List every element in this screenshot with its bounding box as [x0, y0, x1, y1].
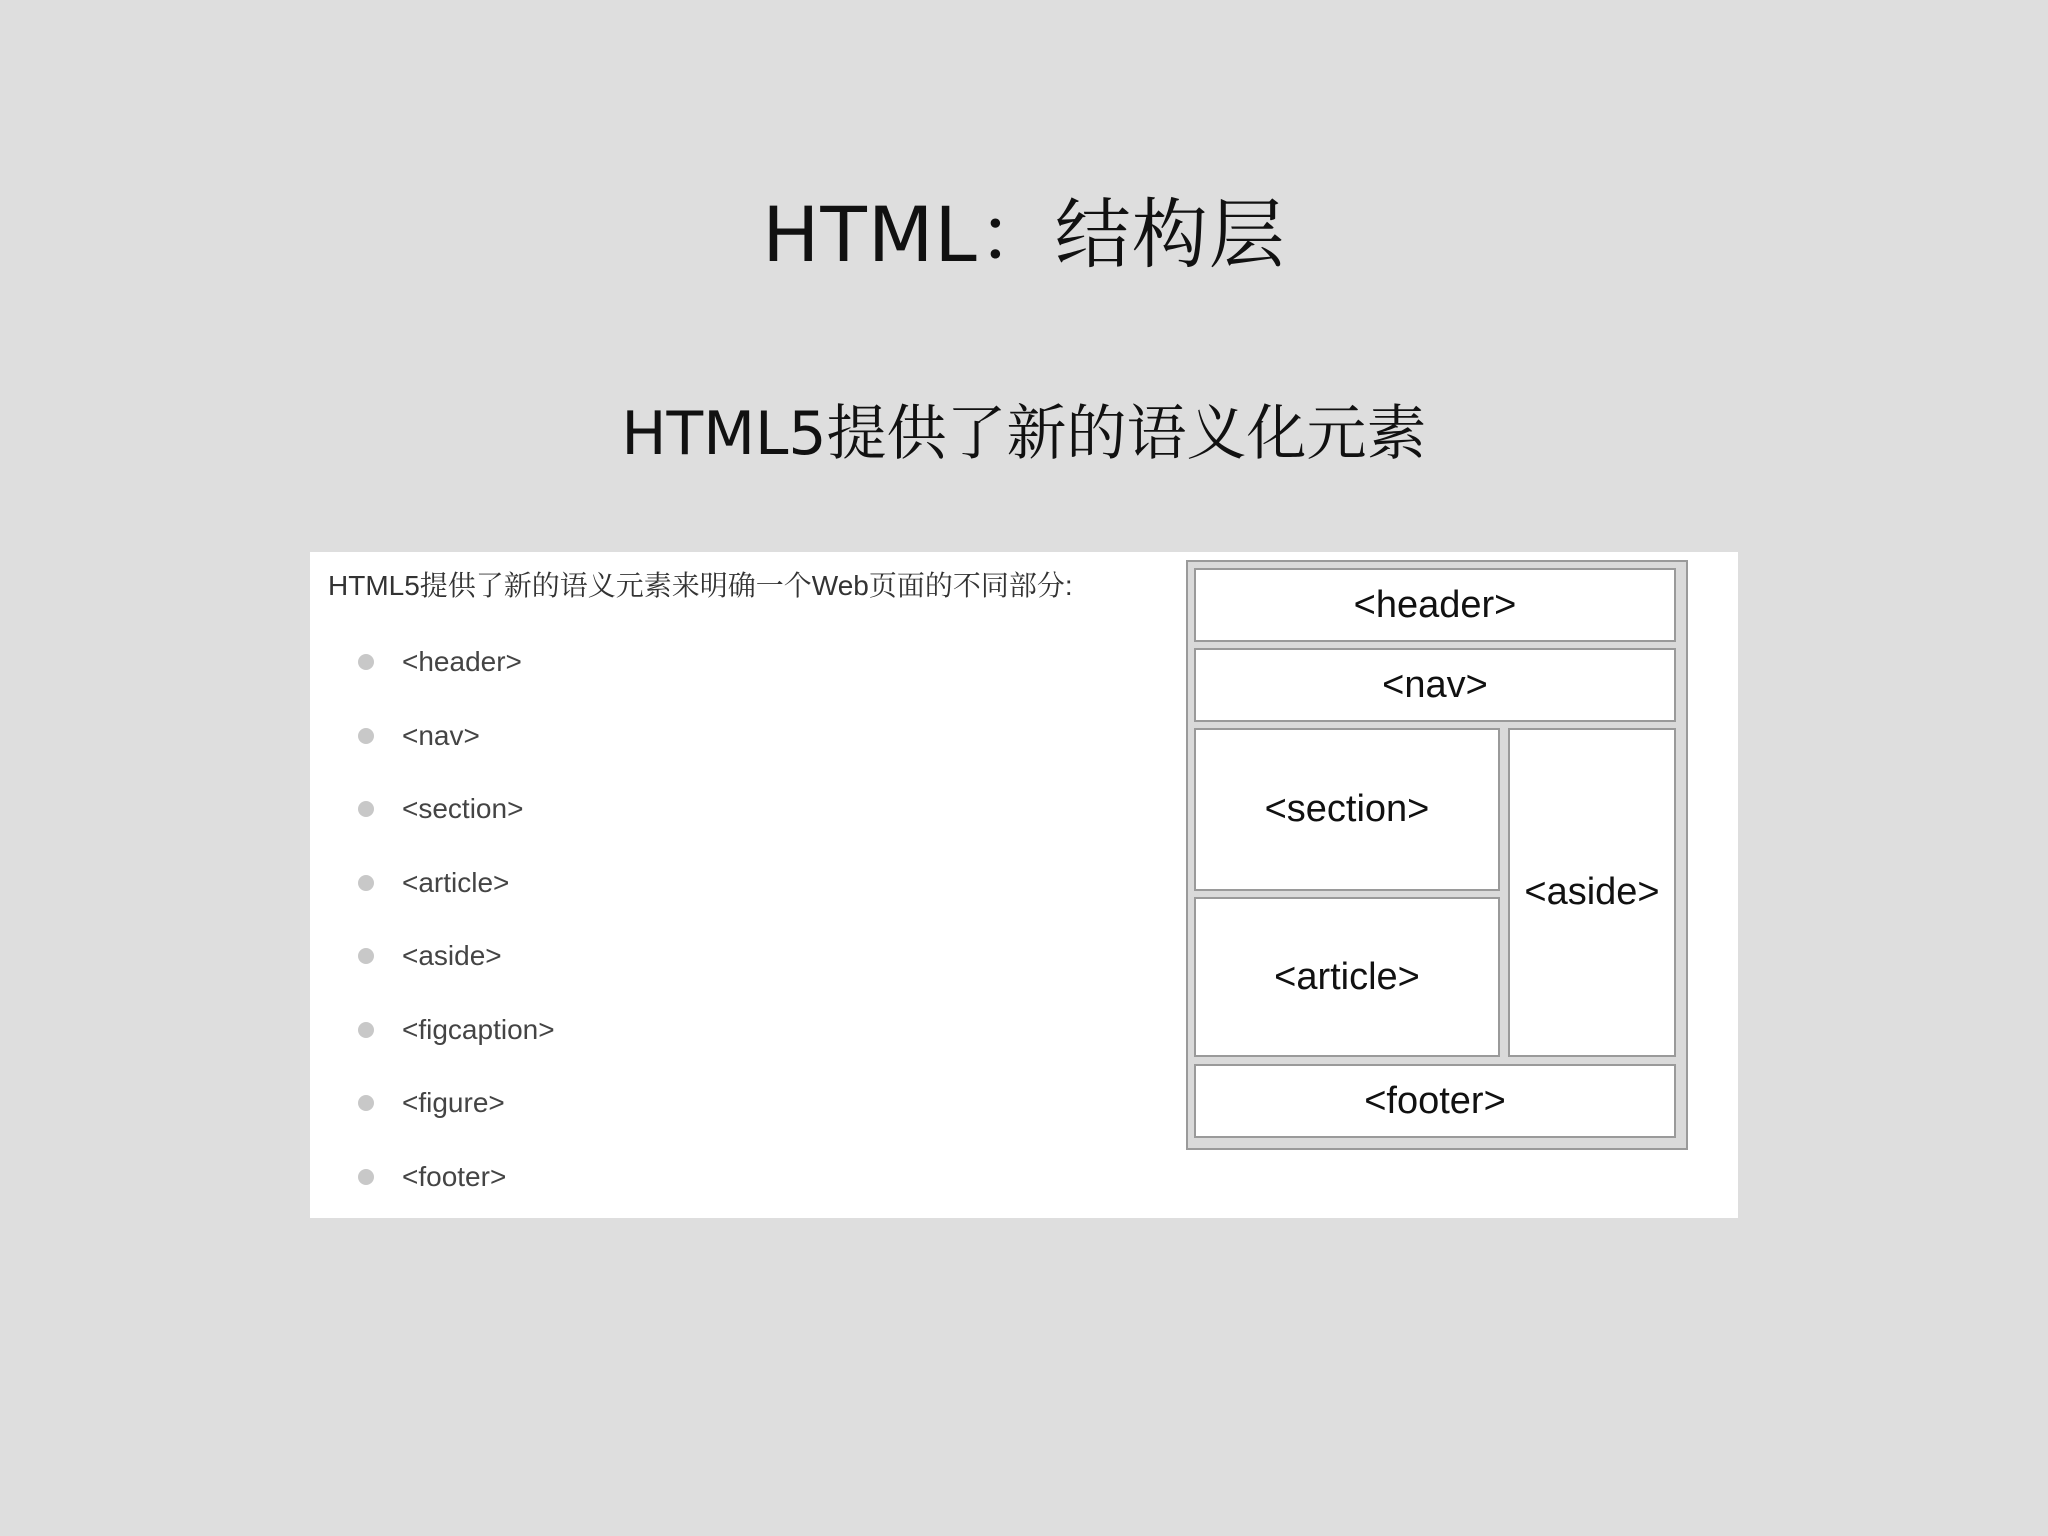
layout-section-box: <section> — [1194, 728, 1500, 891]
layout-header-box: <header> — [1194, 568, 1676, 642]
list-item-label: <aside> — [402, 940, 502, 971]
page-layout-diagram — [1186, 560, 1688, 1150]
bullet-icon — [358, 1169, 374, 1185]
bullet-icon — [358, 948, 374, 964]
list-item-label: <footer> — [402, 1160, 507, 1192]
layout-aside-box: <aside> — [1508, 728, 1676, 1057]
layout-article-box: <article> — [1194, 897, 1500, 1057]
list-item-label: <article> — [402, 866, 510, 898]
bullet-icon — [358, 1022, 374, 1038]
panel-intro-text: HTML5提供了新的语义元素来明确一个Web页面的不同部分: — [328, 570, 1073, 601]
list-item-label: <section> — [402, 793, 524, 824]
layout-footer-box: <footer> — [1194, 1064, 1676, 1138]
list-item-label: <figcaption> — [402, 1013, 555, 1045]
bullet-icon — [358, 728, 374, 744]
bullet-icon — [358, 875, 374, 891]
list-item-label: <header> — [402, 646, 522, 677]
list-item-label: <nav> — [402, 719, 480, 751]
content-panel — [310, 552, 1738, 1218]
bullet-icon — [358, 1095, 374, 1111]
slide-subtitle: HTML5提供了新的语义化元素 — [621, 399, 1427, 469]
layout-nav-box: <nav> — [1194, 648, 1676, 722]
bullet-icon — [358, 801, 374, 817]
list-item-label: <figure> — [402, 1087, 505, 1118]
bullet-icon — [358, 654, 374, 670]
slide-title: HTML：结构层 — [762, 190, 1286, 279]
